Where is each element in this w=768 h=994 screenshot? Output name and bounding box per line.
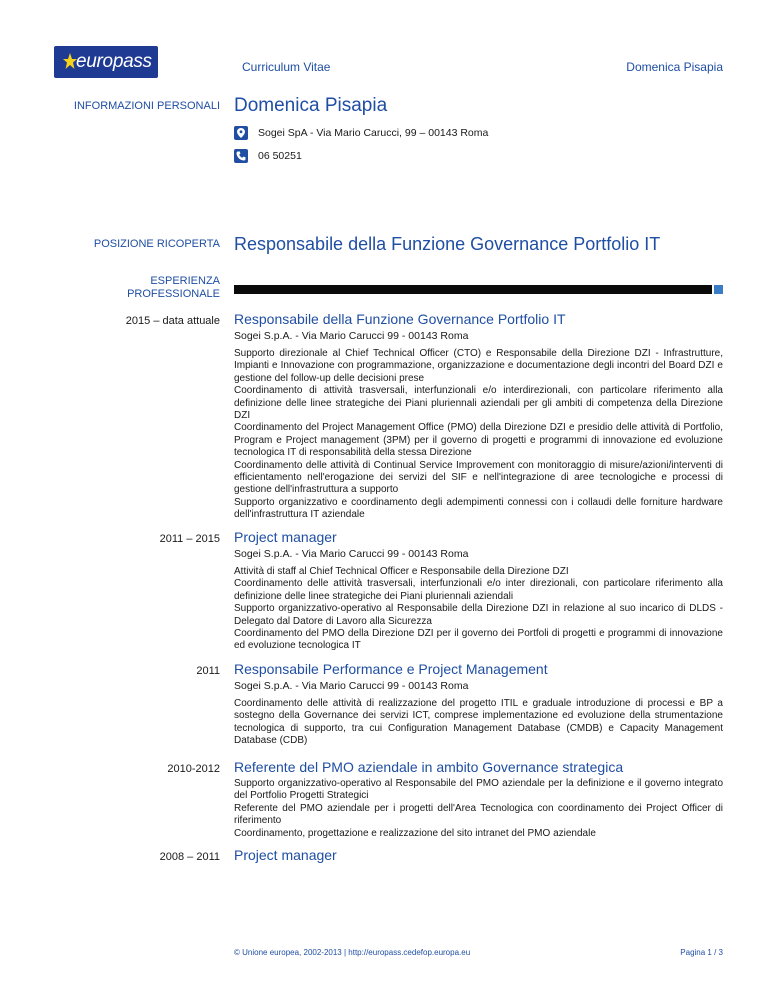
europass-wordmark: europass [76, 51, 152, 72]
section-divider-bar [234, 285, 712, 294]
job-description-line: Coordinamento delle attività di realizzazione del progetto ITIL e graduale introduzione di processi e BP a sostegno della Governance dei servizi ICT, comprese implementazione ed evoluzione della strumentazione tecnologica di supporto, tra cui Configuration Management Database (CMDB) e Capacity Management Database (CDB) [234, 698, 723, 747]
job-description-line: Referente del PMO aziendale per i progetti dell'Area Tecnologica con coordinamento dei Project Officer di riferimento [234, 802, 723, 827]
job-role: Project manager [234, 847, 337, 863]
map-pin-icon [234, 126, 248, 140]
job-description-line: Supporto organizzativo-operativo al Responsabile della Direzione DZI in relazione al suo incarico di DLDS - Delegato dal Datore di Lavoro alla Sicurezza [234, 603, 723, 627]
job-description-line: Supporto direzionale al Chief Technical Officer (CTO) e Responsabile della Direzione DZI - Infrastrutture, Impianti e Innovazione con programmazione, organizzazione e documentazione degli incontri del Board DZI e gestione del follow-up delle decisioni prese [234, 348, 723, 384]
job-date: 2010-2012 [167, 763, 220, 775]
job-description-line: Supporto organizzativo e coordinamento degli adempimenti connessi con i collaudi delle forniture hardware dell'infrastruttura IT aziendale [234, 496, 723, 521]
job-description-line: Coordinamento, progettazione e realizzazione del sito intranet del PMO aziendale [234, 827, 596, 839]
europass-logo [54, 46, 158, 78]
position-label: POSIZIONE RICOPERTA [93, 238, 220, 250]
job-description-line: Supporto organizzativo-operativo al Responsabile del PMO aziendale per la definizione e il governo integrato del Portfolio Progetti Strategici [234, 778, 723, 802]
job-role: Project manager [234, 529, 337, 545]
job-description-line: Coordinamento di attività trasversali, interfunzionali e/o interdirezionali, con particolare riferimento alla definizione delle linee strategiche dei Piani pluriennali aziendali per gli ambiti di competenza della Direzione DZI [234, 385, 723, 422]
experience-label [54, 275, 220, 301]
position-title: Responsabile della Funzione Governance Portfolio IT [234, 234, 661, 254]
job-description-line: Coordinamento delle attività trasversali, interfunzionali e/o inter direzionali, con particolare riferimento alla definizione delle linee strategiche dei Piani pluriennali aziendali [234, 578, 723, 602]
job-date: 2008 – 2011 [159, 851, 220, 863]
job-date: 2011 [196, 665, 220, 677]
job-role: Responsabile Performance e Project Management [234, 661, 548, 677]
job-description [234, 698, 723, 748]
address-row [234, 126, 488, 140]
job-description [234, 778, 723, 840]
phone-row [234, 149, 302, 163]
job-employer: Sogei S.p.A. - Via Mario Carucci 99 - 00143 Roma [234, 330, 469, 342]
phone-text: 06 50251 [258, 150, 302, 162]
job-description-line: Coordinamento del PMO della Direzione DZI per il governo dei Portfoli di progetti e programmi di innovazione ed evoluzione tecnologica IT [234, 628, 723, 652]
header-person-name: Domenica Pisapia [626, 60, 723, 74]
person-name: Domenica Pisapia [234, 95, 388, 116]
job-description-line: Coordinamento delle attività di Continual Service Improvement con monitoraggio di misure/azioni/interventi di efficientamento nell'erogazione dei servizi del SIF e nell'integrazione di aree tecnologiche e processi di gestione dell'infrastruttura a supporto [234, 459, 723, 496]
address-text: Sogei SpA - Via Mario Carucci, 99 – 00143 Roma [258, 127, 489, 139]
job-date: 2015 – data attuale [125, 315, 220, 327]
job-date: 2011 – 2015 [159, 533, 220, 545]
page-number: Pagina 1 / 3 [680, 948, 723, 957]
job-description-line: Coordinamento del Project Management Office (PMO) della Direzione DZI e presidio delle attività di Portfolio, Program e Project management (3PM) per il governo di progetti e programmi di innovazione ed evoluzione tecnologica IT di responsabilità della stessa Direzione [234, 422, 723, 459]
job-description-line: Attività di staff al Chief Technical Officer e Responsabile della Direzione DZI [234, 566, 569, 577]
experience-label-line1: ESPERIENZA [150, 275, 220, 287]
job-description [234, 348, 723, 522]
document-title: Curriculum Vitae [242, 60, 331, 74]
job-employer: Sogei S.p.A. - Via Mario Carucci 99 - 00143 Roma [234, 548, 469, 560]
job-description [234, 566, 723, 653]
section-divider-accent [714, 285, 723, 294]
job-role: Referente del PMO aziendale in ambito Governance strategica [234, 759, 624, 775]
footer-copyright: © Unione europea, 2002-2013 | http://europass.cedefop.europa.eu [234, 948, 471, 957]
job-employer: Sogei S.p.A. - Via Mario Carucci 99 - 00143 Roma [234, 680, 469, 692]
phone-icon [234, 149, 248, 163]
personal-info-label: INFORMAZIONI PERSONALI [73, 100, 220, 112]
job-role: Responsabile della Funzione Governance Portfolio IT [234, 311, 566, 327]
experience-label-line2: PROFESSIONALE [127, 288, 220, 300]
